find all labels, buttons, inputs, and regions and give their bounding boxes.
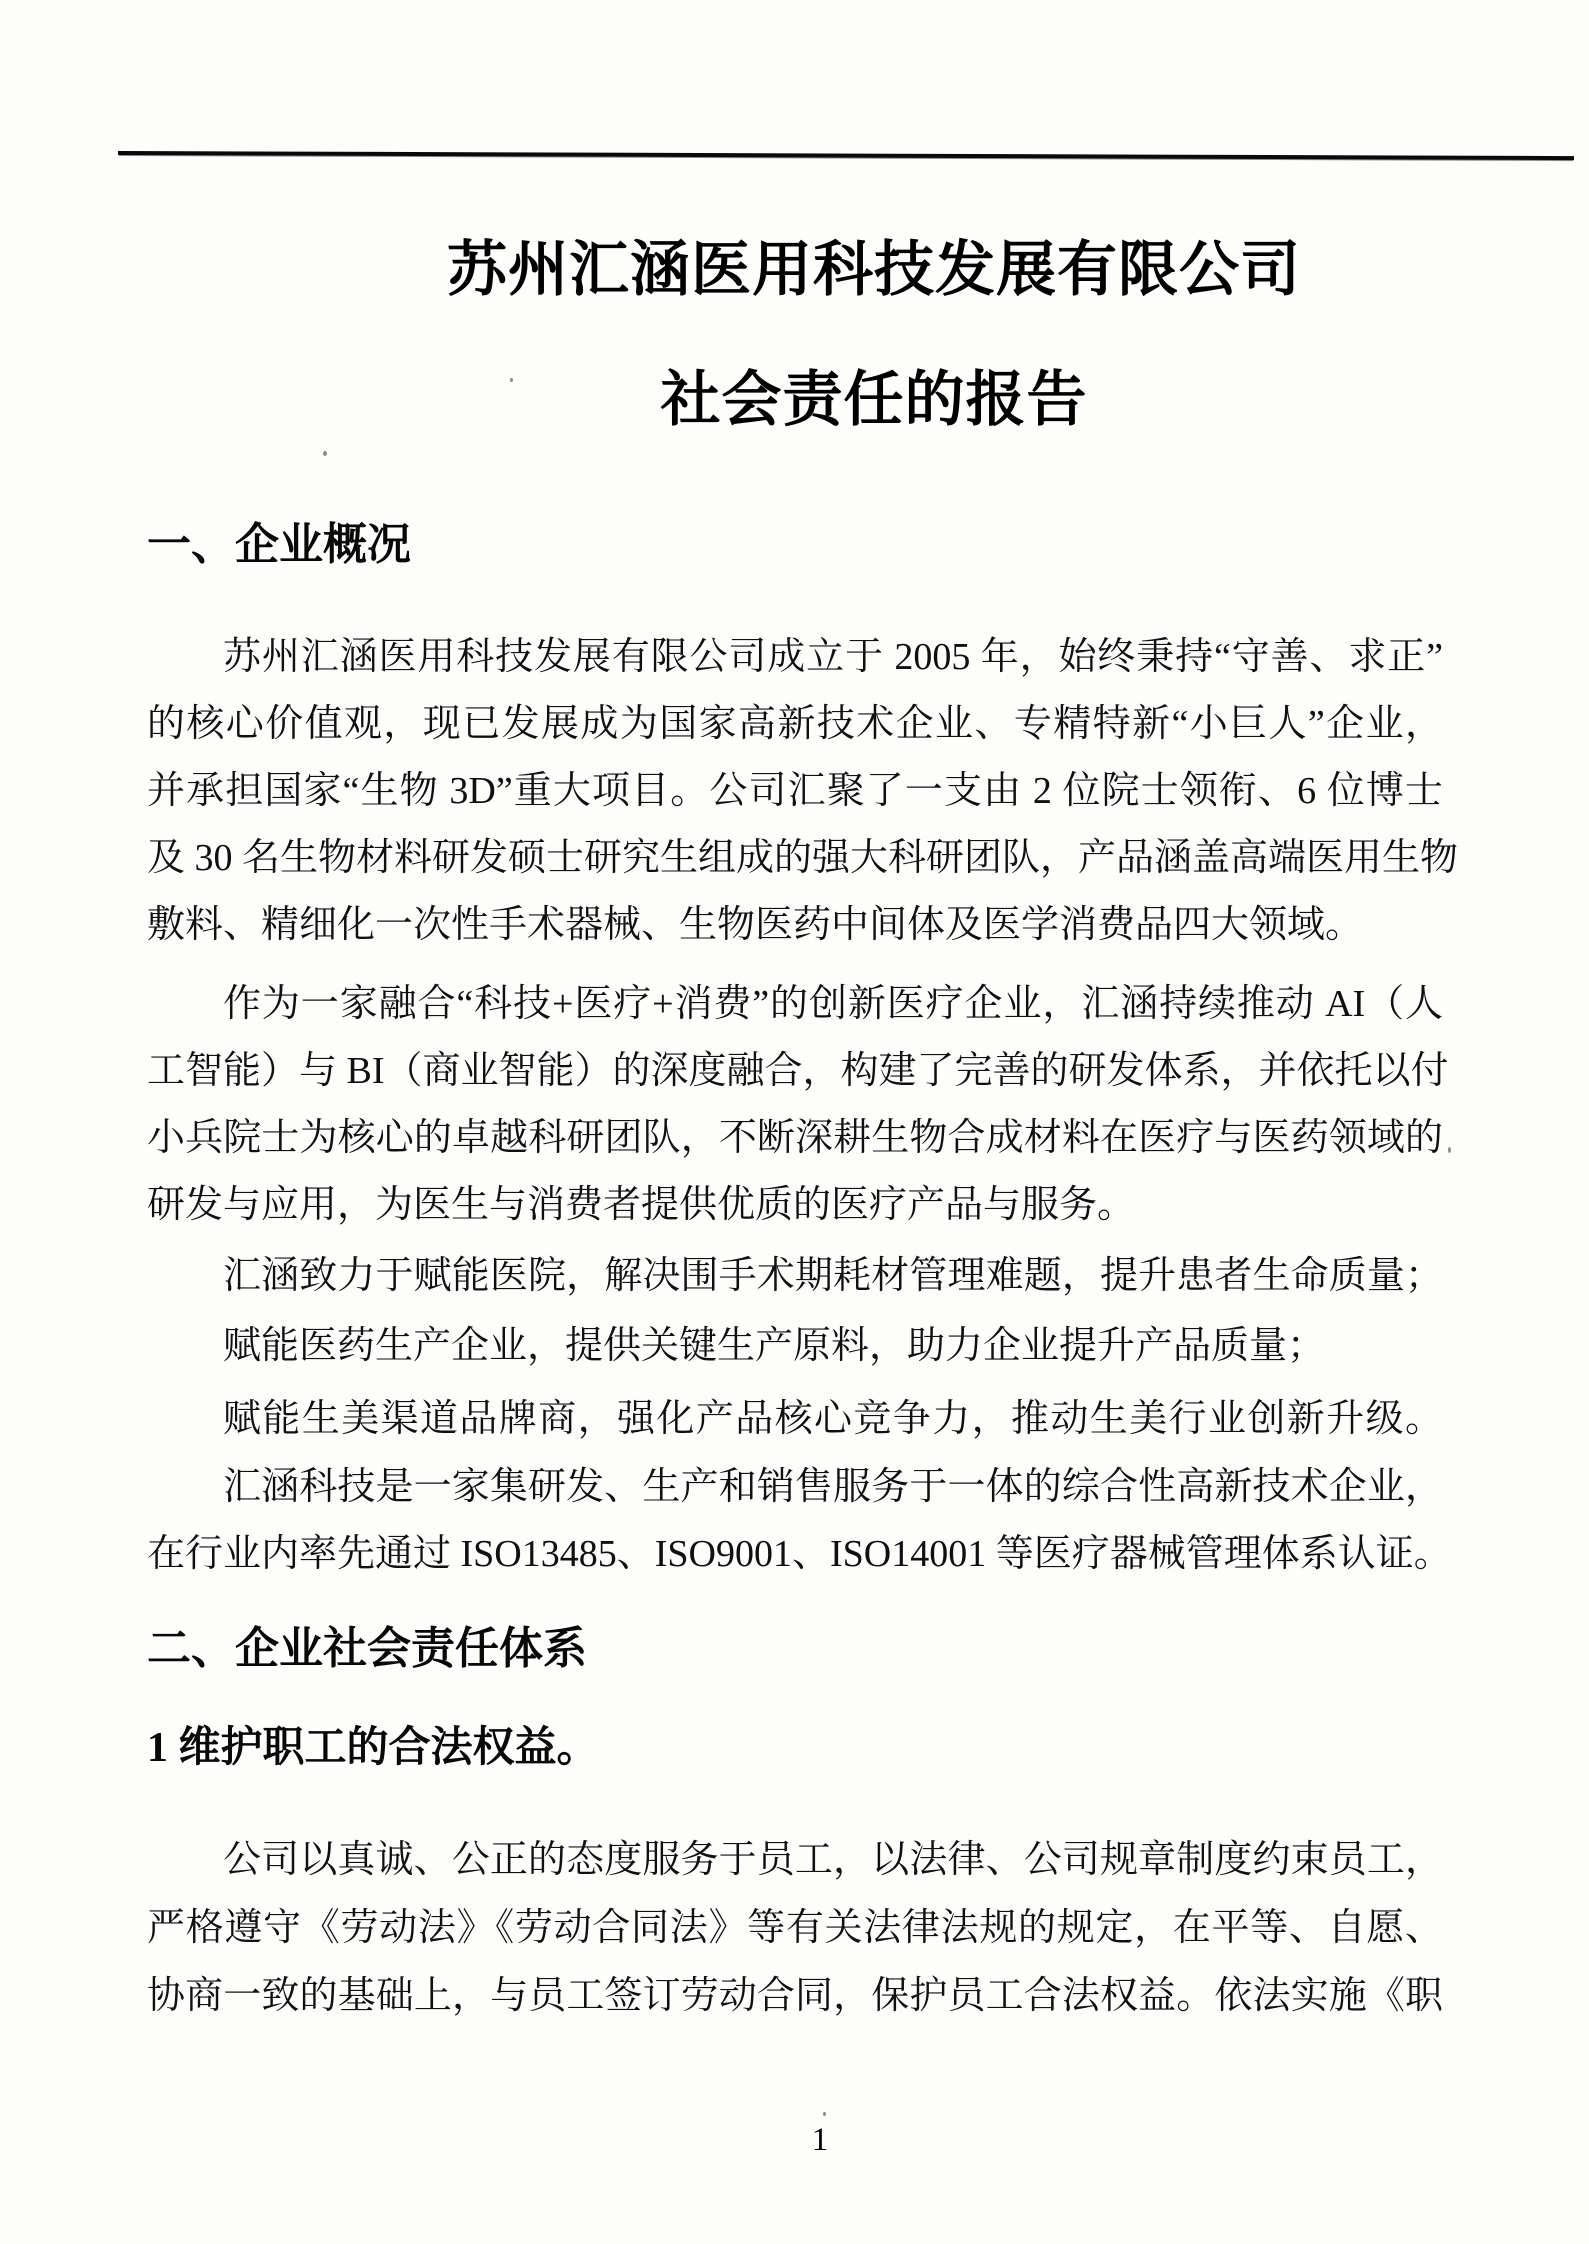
body-line: 严格遵守《劳动法》《劳动合同法》等有关法律法规的规定，在平等、自愿、 (147, 1907, 1443, 1949)
body-line: 敷料、精细化一次性手术器械、生物医药中间体及医学消费品四大领域。 (147, 904, 1364, 946)
section-1-heading: 一、企业概况 (147, 520, 411, 569)
scan-speck (1448, 1147, 1451, 1153)
body-line: 并承担国家“生物 3D”重大项目。公司汇聚了一支由 2 位院士领衔、6 位博士 (147, 770, 1443, 812)
body-line: 汇涵科技是一家集研发、生产和销售服务于一体的综合性高新技术企业， (223, 1466, 1443, 1508)
section-2-subheading: 1 维护职工的合法权益。 (147, 1725, 599, 1771)
section-1-paragraph-1 (147, 624, 1459, 959)
body-line: 小兵院士为核心的卓越科研团队，不断深耕生物合成材料在医疗与医药领域的 (147, 1117, 1443, 1159)
section-2-heading: 二、企业社会责任体系 (147, 1624, 587, 1673)
body-line: 研发与应用，为医生与消费者提供优质的医疗产品与服务。 (147, 1184, 1136, 1226)
body-line: 作为一家融合“科技+医疗+消费”的创新医疗企业，汇涵持续推动 AI（人 (223, 983, 1443, 1025)
body-line: 汇涵致力于赋能医院，解决围手术期耗材管理难题，提升患者生命质量； (223, 1255, 1443, 1297)
header-rule (118, 151, 1574, 160)
body-line: 工智能）与 BI（商业智能）的深度融合，构建了完善的研发体系，并依托以付 (147, 1050, 1449, 1092)
section-1-paragraph-2 (147, 971, 1449, 1239)
body-line: 在行业内率先通过 ISO13485、ISO9001、ISO14001 等医疗器械管理体系认证。 (147, 1533, 1452, 1575)
body-line: 公司以真诚、公正的态度服务于员工，以法律、公司规章制度约束员工， (223, 1839, 1443, 1881)
body-line: 赋能医药生产企业，提供关键生产原料，助力企业提升产品质量； (223, 1325, 1326, 1367)
report-title-company: 苏州汇涵医用科技发展有限公司 (447, 237, 1301, 303)
body-line: 的核心价值观，现已发展成为国家高新技术企业、专精特新“小巨人”企业， (147, 703, 1443, 745)
body-line: 及 30 名生物材料研发硕士研究生组成的强大科研团队，产品涵盖高端医用生物 (147, 837, 1459, 879)
body-line: 苏州汇涵医用科技发展有限公司成立于 2005 年，始终秉持“守善、求正” (223, 636, 1443, 678)
body-line: 协商一致的基础上，与员工签订劳动合同，保护员工合法权益。依法实施《职 (147, 1975, 1443, 2017)
section-1-paragraph-3 (147, 1243, 1443, 1310)
scan-speck (323, 451, 327, 456)
body-line: 赋能生美渠道品牌商，强化产品核心竞争力，推动生美行业创新升级。 (223, 1398, 1443, 1440)
scan-speck (823, 2112, 826, 2116)
section-1-paragraph-4 (147, 1313, 1443, 1380)
page-number: 1 (811, 2122, 829, 2158)
section-1-paragraph-6 (147, 1454, 1452, 1588)
report-title-subject: 社会责任的报告 (660, 367, 1088, 433)
section-2-paragraph-1 (147, 1826, 1443, 2030)
section-1-paragraph-5 (147, 1386, 1443, 1453)
